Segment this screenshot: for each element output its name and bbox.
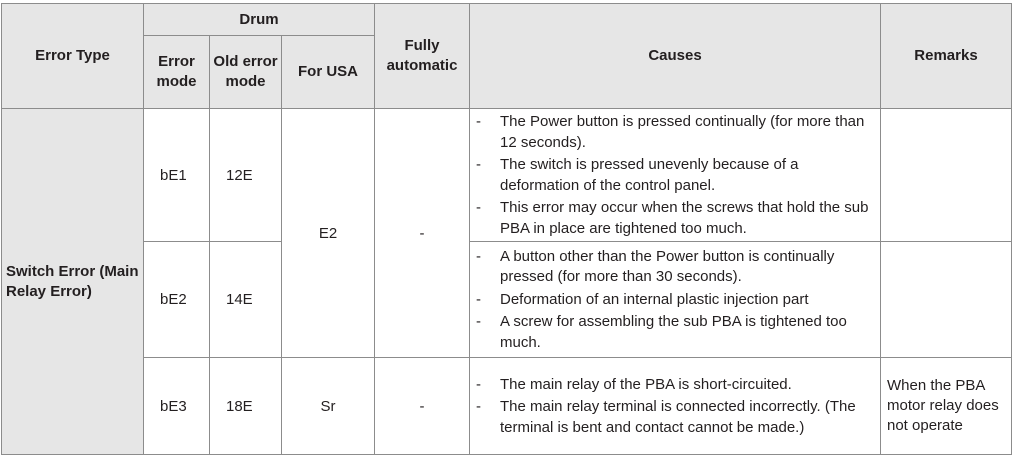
- bullet-dash: -: [476, 375, 481, 393]
- bullet-dash: -: [476, 199, 481, 216]
- bullet-dash: -: [476, 313, 481, 331]
- remarks-cell: When the PBA motor relay does not operate: [881, 358, 1012, 455]
- cause-item: [476, 198, 874, 239]
- causes-list: [476, 375, 874, 439]
- fully-automatic-cell: -: [375, 109, 470, 358]
- error-mode-cell: bE3: [144, 358, 210, 455]
- header-row-1: [2, 4, 1012, 36]
- causes-cell: [470, 358, 881, 455]
- table-row: [2, 358, 1012, 455]
- bullet-dash: -: [476, 247, 481, 265]
- fully-automatic-cell: -: [375, 358, 470, 455]
- remarks-cell: [881, 109, 1012, 242]
- cause-text: This error may occur when the screws that hold the sub PBA in place are tightened too much.: [500, 199, 869, 237]
- bullet-dash: -: [476, 290, 481, 308]
- cause-item: [476, 247, 874, 288]
- header-causes: Causes: [470, 4, 881, 109]
- table-row: [2, 242, 1012, 358]
- cause-text: The Power button is pressed continually (for more than 12 seconds).: [500, 113, 865, 151]
- header-error-type: Error Type: [2, 4, 144, 109]
- bullet-dash: -: [476, 398, 481, 416]
- old-error-mode-cell: 14E: [210, 242, 282, 358]
- error-code-table: [1, 3, 1012, 455]
- header-for-usa: For USA: [282, 36, 375, 109]
- causes-list: [476, 247, 874, 354]
- for-usa-cell: Sr: [282, 358, 375, 455]
- header-drum: Drum: [144, 4, 375, 36]
- cause-text: Deformation of an internal plastic injection part: [500, 290, 809, 308]
- old-error-mode-cell: 12E: [210, 109, 282, 242]
- cause-text: A screw for assembling the sub PBA is tightened too much.: [500, 313, 847, 351]
- bullet-dash: -: [476, 113, 481, 130]
- cause-item: [476, 155, 874, 196]
- causes-list: [476, 112, 874, 239]
- cause-item: [476, 312, 874, 353]
- error-mode-cell: bE1: [144, 109, 210, 242]
- bullet-dash: -: [476, 156, 481, 173]
- error-type-cell: Switch Error (Main Relay Error): [2, 109, 144, 455]
- cause-text: A button other than the Power button is continually pressed (for more than 30 seconds).: [500, 247, 835, 286]
- for-usa-cell: E2: [282, 109, 375, 358]
- header-remarks: Remarks: [881, 4, 1012, 109]
- cause-text: The main relay terminal is connected incorrectly. (The terminal is bent and contact cannot be made.): [500, 398, 856, 436]
- header-error-mode: Error mode: [144, 36, 210, 109]
- cause-item: [476, 112, 874, 153]
- old-error-mode-cell: 18E: [210, 358, 282, 455]
- remarks-cell: [881, 242, 1012, 358]
- causes-cell: [470, 109, 881, 242]
- table-row: [2, 109, 1012, 242]
- cause-item: [476, 375, 874, 396]
- error-table-container: [1, 3, 1012, 455]
- cause-item: [476, 290, 874, 311]
- cause-text: The main relay of the PBA is short-circuited.: [500, 375, 792, 393]
- causes-cell: [470, 242, 881, 358]
- header-fully-automatic: Fully automatic: [375, 4, 470, 109]
- header-old-error-mode: Old error mode: [210, 36, 282, 109]
- cause-text: The switch is pressed unevenly because of a deformation of the control panel.: [500, 156, 799, 194]
- error-mode-cell: bE2: [144, 242, 210, 358]
- cause-item: [476, 397, 874, 438]
